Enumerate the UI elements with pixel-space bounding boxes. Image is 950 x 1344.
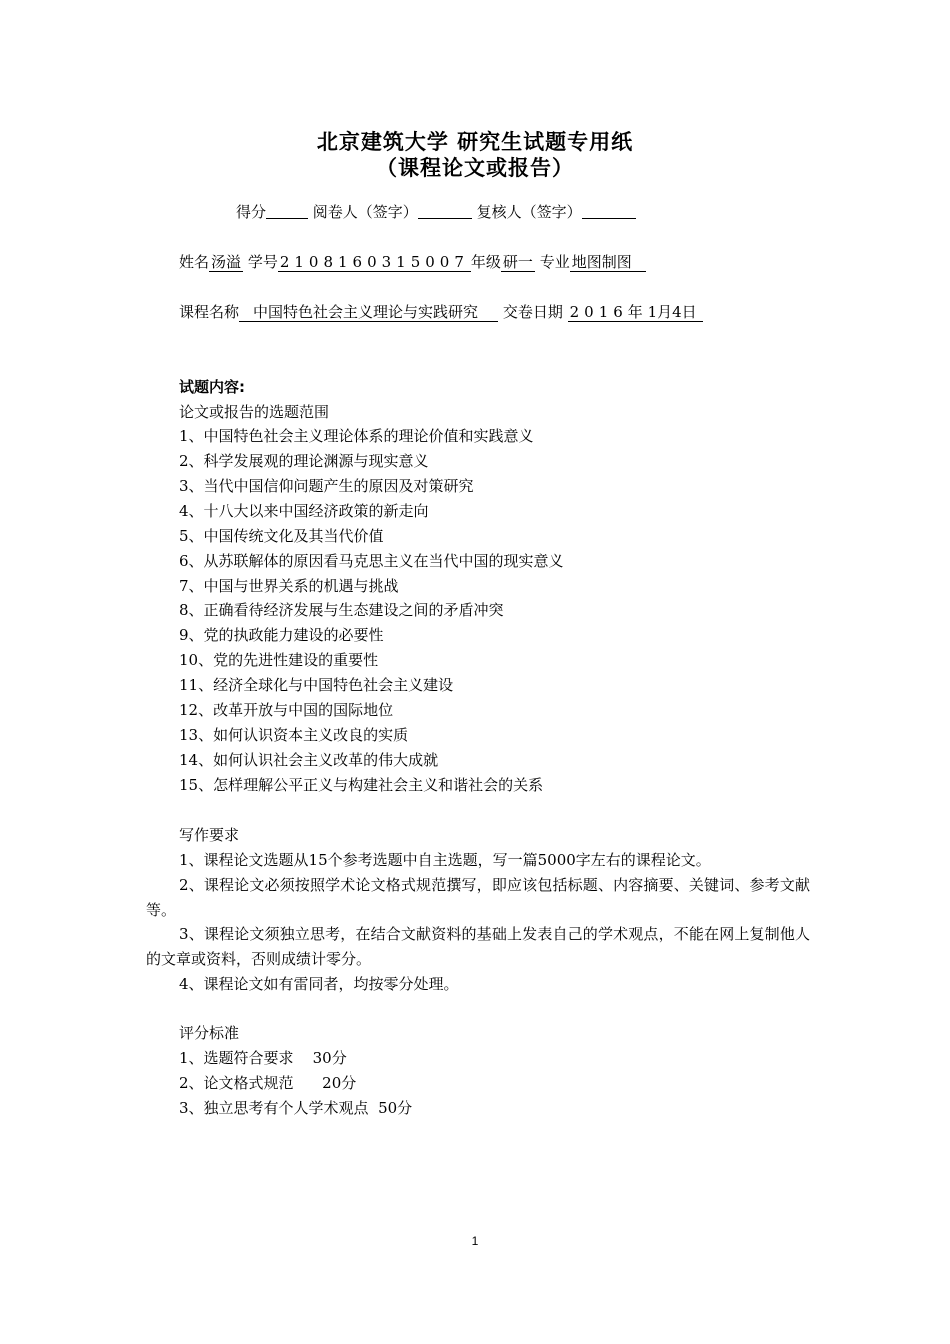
list-item: 14、如何认识社会主义改革的伟大成就 [179,751,439,769]
list-item: 9、党的执政能力建设的必要性 [179,626,384,644]
date-rest: 1月4日 [647,303,697,321]
list-item: 10、党的先进性建设的重要性 [179,651,379,669]
reviewer-blank[interactable] [418,202,472,219]
major-value: 地图制图 [570,253,646,272]
id-value: 2108160315007 [279,253,469,271]
scope-title: 论文或报告的选题范围 [179,403,330,421]
date-label: 交卷日期 [502,303,563,321]
id-label: 学号 [247,253,278,271]
list-item: 6、从苏联解体的原因看马克思主义在当代中国的现实意义 [179,552,564,570]
checker-label: 复核人（签字） [476,203,582,221]
writing-title: 写作要求 [179,826,240,844]
writing-item: 2、课程论文必须按照学术论文格式规范撰写，即应该包括标题、内容摘要、关键词、参考文献等。 [146,876,810,919]
page-subtitle: （课程论文或报告） [376,156,574,180]
page-title: 北京建筑大学 研究生试题专用纸 [316,130,634,154]
score-blank[interactable] [266,202,308,219]
list-item: 3、当代中国信仰问题产生的原因及对策研究 [179,477,474,495]
list-item: 5、中国传统文化及其当代价值 [179,527,384,545]
score-row [236,202,636,222]
list-item: 12、改革开放与中国的国际地位 [179,701,394,719]
list-item: 2、科学发展观的理论渊源与现实意义 [179,452,429,470]
grade-label: 年级 [470,253,501,271]
grading-title: 评分标准 [179,1024,240,1042]
date-year: 2016 [569,303,628,321]
score-label: 得分 [236,203,267,221]
reviewer-label: 阅卷人（签字） [312,203,418,221]
grading-item: 3、独立思考有个人学术观点 50分 [179,1099,413,1117]
list-item: 1、中国特色社会主义理论体系的理论价值和实践意义 [179,427,534,445]
list-item: 7、中国与世界关系的机遇与挑战 [179,577,399,595]
list-item: 15、怎样理解公平正义与构建社会主义和谐社会的关系 [179,776,544,794]
writing-item: 1、课程论文选题从15个参考选题中自主选题，写一篇5000字左右的课程论文。 [179,851,711,869]
date-year-suffix: 年 [627,303,643,321]
writing-item: 4、课程论文如有雷同者，均按零分处理。 [179,975,459,993]
course-info-row [179,302,703,322]
student-info-row [179,252,646,272]
name-label: 姓名 [179,253,210,271]
major-label: 专业 [539,253,570,271]
course-label: 课程名称 [179,303,240,321]
list-item: 13、如何认识资本主义改良的实质 [179,726,409,744]
list-item: 8、正确看待经济发展与生态建设之间的矛盾冲突 [179,601,504,619]
content-heading: 试题内容: [179,378,245,396]
writing-item: 3、课程论文须独立思考，在结合文献资料的基础上发表自己的学术观点，不能在网上复制他人的文章或资料，否则成绩计零分。 [146,925,810,968]
name-value: 汤溢 [211,253,242,271]
grading-item: 1、选题符合要求 30分 [179,1049,347,1067]
list-item: 4、十八大以来中国经济政策的新走向 [179,502,429,520]
list-item: 11、经济全球化与中国特色社会主义建设 [179,676,454,694]
checker-blank[interactable] [582,202,636,219]
date-value [568,303,704,322]
course-value: 中国特色社会主义理论与实践研究 [239,303,498,322]
grading-item: 2、论文格式规范 20分 [179,1074,357,1092]
page-number: 1 [471,1234,479,1248]
grade-value: 研一 [502,253,533,271]
